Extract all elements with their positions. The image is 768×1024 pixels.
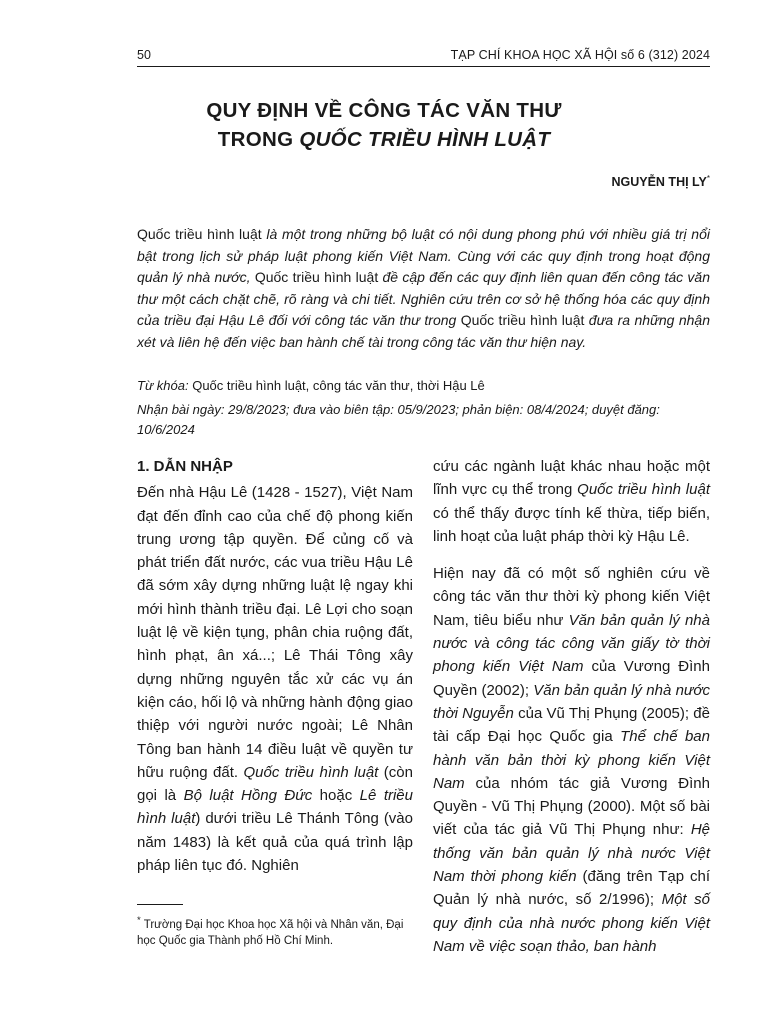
author-footnote-mark: * (706, 174, 710, 183)
footnote: * Trường Đại học Khoa học Xã hội và Nhân văn, Đại học Quốc gia Thành phố Hồ Chí Minh. (137, 915, 404, 947)
paragraph-1-continued: cứu các ngành luật khác nhau hoặc một lĩnh vực cụ thể trong Quốc triều hình luật có thể thấy được tính kế thừa, tiếp biến, linh hoạt của luật pháp thời kỳ Hậu Lê. (433, 458, 710, 545)
header-rule (137, 66, 710, 67)
article-title-line2: TRONG QUỐC TRIỀU HÌNH LUẬT (217, 128, 551, 151)
footnote-rule (137, 904, 183, 905)
paragraph-2: Hiện nay đã có một số nghiên cứu về công tác văn thư thời kỳ phong kiến Việt Nam, tiêu biểu như Văn bản quản lý nhà nước và công tác công văn giấy tờ thời phong kiến Việt Nam của Vương Đình Quyền (2002); Văn bản quản lý nhà nước thời Nguyễn của Vũ Thị Phụng (2005); đề tài cấp Đại học Quốc gia Thể chế ban hành văn bản thời kỳ phong kiến Việt Nam của nhóm tác giả Vương Đình Quyền - Vũ Thị Phụng (2000). Một số bài viết của tác giả Vũ Thị Phụng như: Hệ thống văn bản quản lý nhà nước Việt Nam thời phong kiến (đăng trên Tạp chí Quản lý nhà nước, số 2/1996); Một số quy định của nhà nước phong kiến Việt Nam về việc soạn thảo, ban hành (433, 565, 711, 955)
right-column (433, 455, 710, 958)
submission-dates: Nhận bài ngày: 29/8/2023; đưa vào biên tập: 05/9/2023; phản biện: 08/4/2024; duyệt đăng: 10/6/2024 (137, 402, 660, 437)
keywords: Từ khóa: Quốc triều hình luật, công tác văn thư, thời Hậu Lê (137, 378, 485, 393)
author-name: NGUYỄN THỊ LY* (611, 174, 710, 190)
article-title-line1: QUY ĐỊNH VỀ CÔNG TÁC VĂN THƯ (206, 99, 562, 122)
paragraph-1: Đến nhà Hậu Lê (1428 - 1527), Việt Nam đạt đến đỉnh cao của chế độ phong kiến trung ương tập quyền. Để củng cố và phát triển đất nước, các vua triều Hậu Lê đã sớm xây dựng những luật lệ ngay khi mới hình thành triều đại. Lê Lợi cho soạn luật lệ về kiện tụng, phân chia ruộng đất, hình phạt, ân xá...; Lê Thái Tông xây dựng những nguyên tắc xử các vụ án kiện cáo, hối lộ và những hành động giao thiệp với người nước ngoài; Lê Nhân Tông ban hành 14 điều luật về quyền tư hữu ruộng đất. Quốc triều hình luật (còn gọi là Bộ luật Hồng Đức hoặc Lê triều hình luật) dưới triều Lê Thánh Tông (vào năm 1483) là kết quả của quá trình lập pháp liên tục đó. Nghiên (137, 484, 413, 875)
paragraph-gap (433, 548, 710, 562)
section-heading: 1. DẪN NHẬP (137, 458, 233, 475)
title-italic: QUỐC TRIỀU HÌNH LUẬT (299, 128, 551, 151)
abstract: Quốc triều hình luật là một trong những bộ luật có nội dung phong phú với nhiều giá trị nổi bật trong lịch sử pháp luật phong kiến Việt Nam. Cùng với các quy định trong hoạt động quản lý nhà nước, Quốc triều hình luật đề cập đến các quy định liên quan đến công tác văn thư một cách chặt chẽ, rõ ràng và chi tiết. Nghiên cứu trên cơ sở hệ thống hóa các quy định của triều đại Hậu Lê đối với công tác văn thư trong Quốc triều hình luật đưa ra những nhận xét và liên hệ đến việc ban hành chế tài trong công tác văn thư hiện nay. (137, 226, 710, 350)
page-number: 50 (137, 48, 151, 62)
left-column (137, 455, 413, 877)
journal-header: TẠP CHÍ KHOA HỌC XÃ HỘI số 6 (312) 2024 (450, 48, 710, 62)
